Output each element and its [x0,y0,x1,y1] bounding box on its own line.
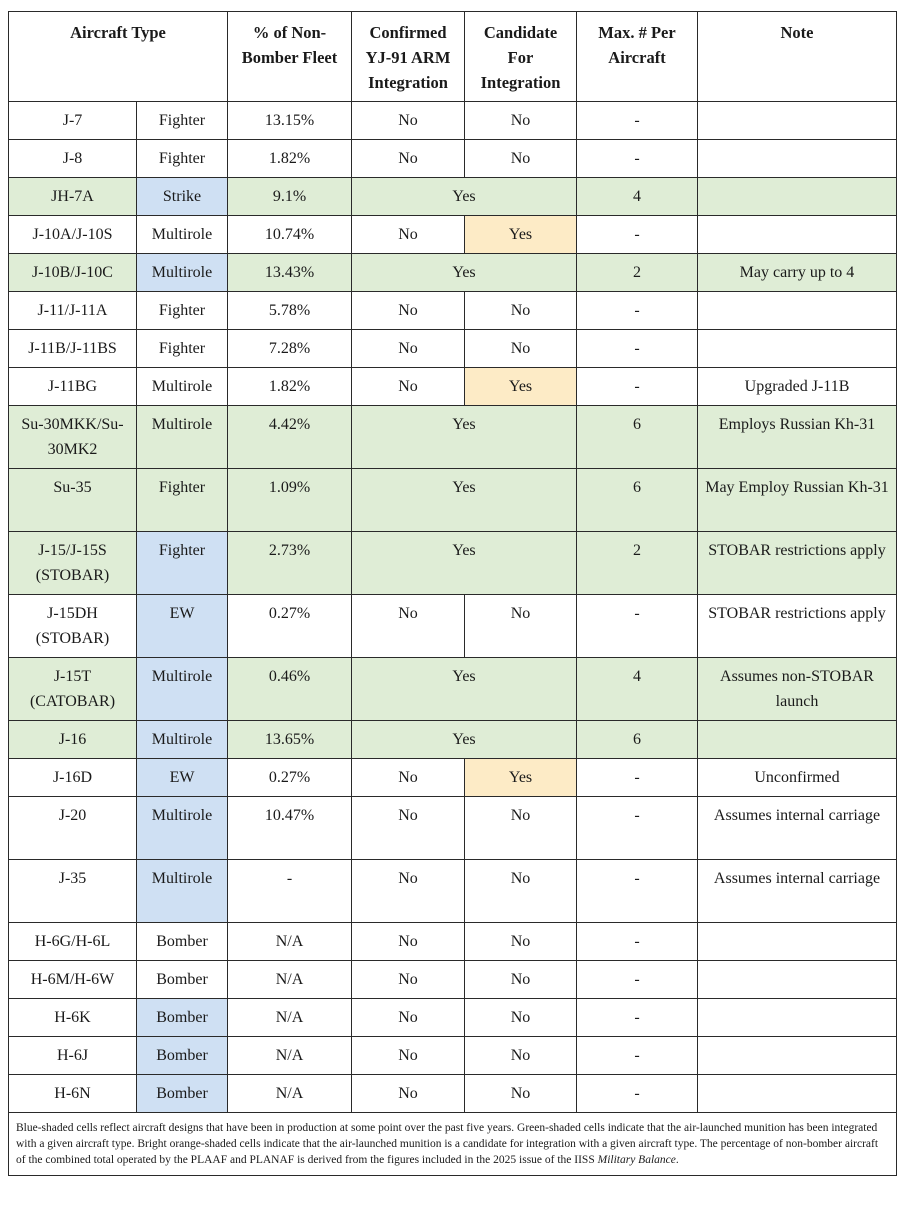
confirmed-cell: No [352,595,465,658]
pct-fleet-cell: 13.15% [228,102,352,140]
note-cell: Assumes non-STOBAR launch [698,658,897,721]
max-per-aircraft-cell: - [577,595,698,658]
note-cell [698,1037,897,1075]
max-per-aircraft-cell: 2 [577,532,698,595]
candidate-cell: No [465,923,577,961]
table-row [9,860,897,923]
aircraft-name-cell: J-11BG [9,368,137,406]
aircraft-name-cell: J-15/J-15S (STOBAR) [9,532,137,595]
candidate-cell: Yes [465,759,577,797]
pct-fleet-cell: N/A [228,1037,352,1075]
footnote-italic: Military Balance [597,1154,676,1166]
pct-fleet-cell: 10.74% [228,216,352,254]
role-cell: Bomber [137,923,228,961]
note-cell: Employs Russian Kh-31 [698,406,897,469]
candidate-cell: No [465,102,577,140]
pct-fleet-cell: 0.27% [228,759,352,797]
max-per-aircraft-cell: - [577,216,698,254]
table-row [9,368,897,406]
note-cell [698,721,897,759]
aircraft-name-cell: H-6M/H-6W [9,961,137,999]
max-per-aircraft-cell: - [577,999,698,1037]
aircraft-name-cell: J-10B/J-10C [9,254,137,292]
role-cell: Fighter [137,292,228,330]
pct-fleet-cell: 9.1% [228,178,352,216]
candidate-cell: No [465,292,577,330]
note-cell [698,140,897,178]
header-row [9,12,897,102]
pct-fleet-cell: N/A [228,961,352,999]
confirmed-cell: No [352,1037,465,1075]
aircraft-name-cell: J-16D [9,759,137,797]
max-per-aircraft-cell: - [577,1075,698,1113]
pct-fleet-cell: 10.47% [228,797,352,860]
header-candidate: Candidate For Integration [465,12,577,102]
role-cell: Fighter [137,330,228,368]
aircraft-name-cell: H-6J [9,1037,137,1075]
table-row [9,595,897,658]
table-row [9,721,897,759]
max-per-aircraft-cell: - [577,759,698,797]
role-cell: Multirole [137,797,228,860]
pct-fleet-cell: 1.09% [228,469,352,532]
aircraft-name-cell: J-35 [9,860,137,923]
role-cell: EW [137,759,228,797]
confirmed-cell: No [352,999,465,1037]
aircraft-name-cell: J-16 [9,721,137,759]
note-cell [698,1075,897,1113]
pct-fleet-cell: N/A [228,1075,352,1113]
confirmed-cell: No [352,759,465,797]
confirmed-cell: No [352,216,465,254]
header-confirmed: Confirmed YJ-91 ARM Integration [352,12,465,102]
role-cell: Multirole [137,406,228,469]
pct-fleet-cell: 13.65% [228,721,352,759]
max-per-aircraft-cell: 6 [577,469,698,532]
confirmed-cell: No [352,1075,465,1113]
max-per-aircraft-cell: 4 [577,658,698,721]
aircraft-name-cell: J-10A/J-10S [9,216,137,254]
candidate-cell: No [465,1075,577,1113]
note-cell [698,102,897,140]
role-cell: Multirole [137,721,228,759]
footnote-row [9,1113,897,1176]
role-cell: Bomber [137,999,228,1037]
max-per-aircraft-cell: 4 [577,178,698,216]
header-pct-fleet: % of Non-Bomber Fleet [228,12,352,102]
aircraft-name-cell: J-7 [9,102,137,140]
confirmed-cell: No [352,102,465,140]
max-per-aircraft-cell: - [577,923,698,961]
note-cell: Assumes internal carriage [698,860,897,923]
integration-cell: Yes [352,406,577,469]
header-max-per: Max. # Per Aircraft [577,12,698,102]
pct-fleet-cell: 7.28% [228,330,352,368]
note-cell [698,330,897,368]
pct-fleet-cell: N/A [228,999,352,1037]
aircraft-name-cell: J-15T (CATOBAR) [9,658,137,721]
footnote-end: . [675,1154,679,1166]
table-row [9,658,897,721]
table-row [9,254,897,292]
aircraft-name-cell: J-20 [9,797,137,860]
role-cell: Multirole [137,860,228,923]
note-cell [698,216,897,254]
table-row [9,532,897,595]
table-row [9,797,897,860]
table-container [8,11,896,1176]
max-per-aircraft-cell: 6 [577,406,698,469]
candidate-cell: No [465,797,577,860]
candidate-cell: No [465,1037,577,1075]
note-cell: May carry up to 4 [698,254,897,292]
table-row [9,759,897,797]
aircraft-table [8,11,897,1176]
aircraft-name-cell: J-15DH (STOBAR) [9,595,137,658]
note-cell [698,923,897,961]
aircraft-name-cell: J-8 [9,140,137,178]
aircraft-name-cell: J-11B/J-11BS [9,330,137,368]
aircraft-name-cell: H-6K [9,999,137,1037]
table-row [9,216,897,254]
max-per-aircraft-cell: - [577,797,698,860]
max-per-aircraft-cell: - [577,961,698,999]
table-row [9,923,897,961]
candidate-cell: No [465,140,577,178]
pct-fleet-cell: 1.82% [228,368,352,406]
footnote [9,1113,897,1176]
pct-fleet-cell: 13.43% [228,254,352,292]
integration-cell: Yes [352,469,577,532]
table-row [9,1037,897,1075]
footnote-text: Blue-shaded cells reflect aircraft designs that have been in production at some point over the past five years. Green-shaded cells indicate that the air-launched munition has been integrated with a given aircraft type. Bright orange-shaded cells indicate that the air-launched munition is a candidate for integration with a given aircraft type. The percentage of non-bomber aircraft of the combined total operated by the PLAAF and PLANAF is derived from the figures included in the 2025 issue of the IISS [16,1122,879,1166]
candidate-cell: No [465,999,577,1037]
pct-fleet-cell: 5.78% [228,292,352,330]
table-body [9,102,897,1113]
aircraft-name-cell: H-6G/H-6L [9,923,137,961]
confirmed-cell: No [352,140,465,178]
role-cell: Multirole [137,658,228,721]
confirmed-cell: No [352,330,465,368]
table-row [9,140,897,178]
note-cell [698,999,897,1037]
pct-fleet-cell: N/A [228,923,352,961]
table-row [9,961,897,999]
aircraft-name-cell: H-6N [9,1075,137,1113]
role-cell: Bomber [137,1075,228,1113]
max-per-aircraft-cell: - [577,292,698,330]
candidate-cell: No [465,961,577,999]
confirmed-cell: No [352,797,465,860]
header-note: Note [698,12,897,102]
role-cell: Fighter [137,102,228,140]
confirmed-cell: No [352,923,465,961]
role-cell: Fighter [137,532,228,595]
confirmed-cell: No [352,368,465,406]
note-cell: May Employ Russian Kh-31 [698,469,897,532]
table-row [9,406,897,469]
candidate-cell: No [465,595,577,658]
max-per-aircraft-cell: - [577,368,698,406]
aircraft-name-cell: Su-30MKK/Su-30MK2 [9,406,137,469]
integration-cell: Yes [352,721,577,759]
pct-fleet-cell: 1.82% [228,140,352,178]
table-row [9,330,897,368]
table-row [9,292,897,330]
candidate-cell: Yes [465,216,577,254]
note-cell: Upgraded J-11B [698,368,897,406]
integration-cell: Yes [352,178,577,216]
pct-fleet-cell: 2.73% [228,532,352,595]
role-cell: Bomber [137,961,228,999]
max-per-aircraft-cell: 2 [577,254,698,292]
table-row [9,469,897,532]
header-aircraft-type: Aircraft Type [9,12,228,102]
max-per-aircraft-cell: 6 [577,721,698,759]
pct-fleet-cell: 4.42% [228,406,352,469]
role-cell: EW [137,595,228,658]
candidate-cell: Yes [465,368,577,406]
role-cell: Strike [137,178,228,216]
confirmed-cell: No [352,860,465,923]
table-row [9,178,897,216]
role-cell: Bomber [137,1037,228,1075]
note-cell: Assumes internal carriage [698,797,897,860]
aircraft-name-cell: Su-35 [9,469,137,532]
note-cell: Unconfirmed [698,759,897,797]
candidate-cell: No [465,860,577,923]
note-cell [698,961,897,999]
integration-cell: Yes [352,658,577,721]
max-per-aircraft-cell: - [577,140,698,178]
aircraft-name-cell: JH-7A [9,178,137,216]
max-per-aircraft-cell: - [577,330,698,368]
role-cell: Multirole [137,368,228,406]
candidate-cell: No [465,330,577,368]
note-cell: STOBAR restrictions apply [698,532,897,595]
aircraft-name-cell: J-11/J-11A [9,292,137,330]
note-cell: STOBAR restrictions apply [698,595,897,658]
integration-cell: Yes [352,254,577,292]
role-cell: Fighter [137,140,228,178]
confirmed-cell: No [352,292,465,330]
max-per-aircraft-cell: - [577,860,698,923]
max-per-aircraft-cell: - [577,1037,698,1075]
role-cell: Fighter [137,469,228,532]
role-cell: Multirole [137,216,228,254]
table-row [9,999,897,1037]
pct-fleet-cell: 0.46% [228,658,352,721]
confirmed-cell: No [352,961,465,999]
integration-cell: Yes [352,532,577,595]
table-row [9,1075,897,1113]
table-row [9,102,897,140]
pct-fleet-cell: - [228,860,352,923]
note-cell [698,178,897,216]
max-per-aircraft-cell: - [577,102,698,140]
note-cell [698,292,897,330]
role-cell: Multirole [137,254,228,292]
pct-fleet-cell: 0.27% [228,595,352,658]
